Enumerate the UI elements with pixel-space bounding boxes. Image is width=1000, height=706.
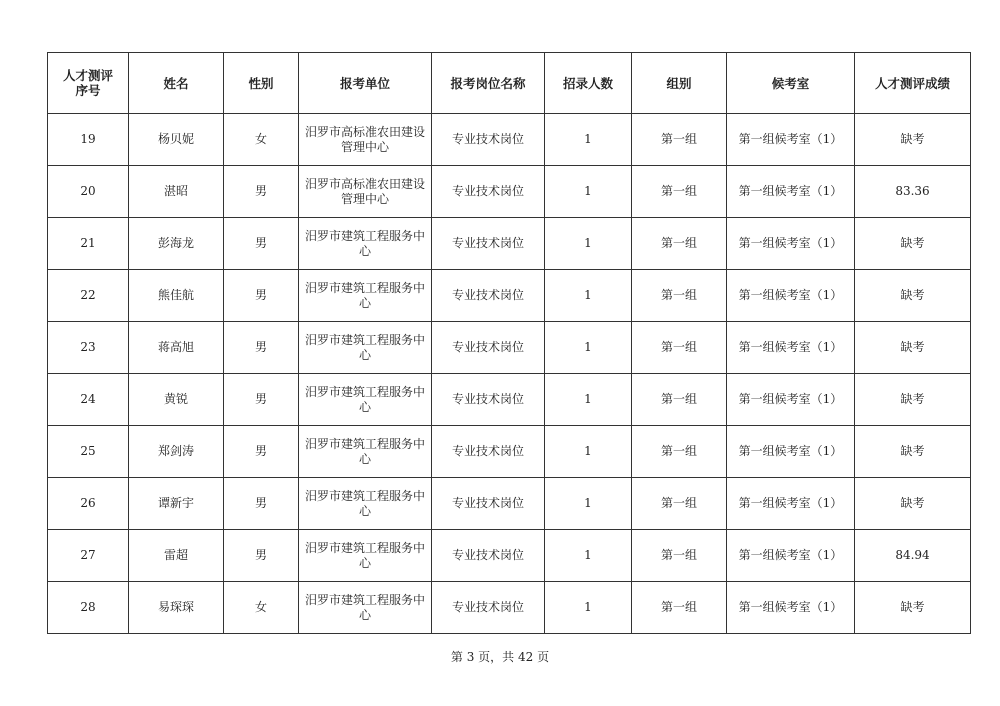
cell-unit: 汨罗市高标准农田建设管理中心 — [299, 166, 432, 218]
cell-unit: 汨罗市建筑工程服务中心 — [299, 530, 432, 582]
cell-group: 第一组 — [632, 166, 727, 218]
cell-position: 专业技术岗位 — [432, 478, 545, 530]
cell-position: 专业技术岗位 — [432, 270, 545, 322]
cell-unit: 汨罗市建筑工程服务中心 — [299, 582, 432, 634]
cell-seq: 27 — [48, 530, 129, 582]
cell-count: 1 — [545, 218, 632, 270]
table-row — [48, 582, 971, 634]
cell-score: 缺考 — [855, 322, 971, 374]
cell-room: 第一组候考室（1） — [727, 478, 855, 530]
cell-count: 1 — [545, 426, 632, 478]
header-score: 人才测评成绩 — [855, 53, 971, 114]
cell-group: 第一组 — [632, 582, 727, 634]
cell-position: 专业技术岗位 — [432, 218, 545, 270]
cell-count: 1 — [545, 166, 632, 218]
cell-seq: 23 — [48, 322, 129, 374]
cell-name: 郑剑涛 — [129, 426, 224, 478]
cell-name: 谭新宇 — [129, 478, 224, 530]
cell-room: 第一组候考室（1） — [727, 374, 855, 426]
header-count: 招录人数 — [545, 53, 632, 114]
cell-unit: 汨罗市建筑工程服务中心 — [299, 322, 432, 374]
cell-group: 第一组 — [632, 478, 727, 530]
cell-group: 第一组 — [632, 426, 727, 478]
cell-name: 黄锐 — [129, 374, 224, 426]
table-row — [48, 374, 971, 426]
cell-position: 专业技术岗位 — [432, 374, 545, 426]
header-row — [48, 53, 971, 114]
header-group: 组别 — [632, 53, 727, 114]
table-body — [48, 114, 971, 634]
cell-gender: 男 — [224, 374, 299, 426]
cell-seq: 21 — [48, 218, 129, 270]
cell-group: 第一组 — [632, 530, 727, 582]
cell-group: 第一组 — [632, 114, 727, 166]
cell-position: 专业技术岗位 — [432, 114, 545, 166]
cell-room: 第一组候考室（1） — [727, 530, 855, 582]
cell-unit: 汨罗市建筑工程服务中心 — [299, 270, 432, 322]
cell-unit: 汨罗市建筑工程服务中心 — [299, 374, 432, 426]
header-position: 报考岗位名称 — [432, 53, 545, 114]
page-footer: 第 3 页，共 42 页 — [450, 650, 550, 664]
cell-count: 1 — [545, 114, 632, 166]
cell-gender: 男 — [224, 478, 299, 530]
cell-group: 第一组 — [632, 270, 727, 322]
header-seq — [48, 53, 129, 114]
cell-gender: 男 — [224, 530, 299, 582]
cell-room: 第一组候考室（1） — [727, 582, 855, 634]
cell-score: 缺考 — [855, 114, 971, 166]
cell-name: 易琛琛 — [129, 582, 224, 634]
cell-name: 蒋高旭 — [129, 322, 224, 374]
table-row — [48, 426, 971, 478]
cell-room: 第一组候考室（1） — [727, 270, 855, 322]
table-row — [48, 218, 971, 270]
cell-position: 专业技术岗位 — [432, 582, 545, 634]
cell-seq: 20 — [48, 166, 129, 218]
header-room: 候考室 — [727, 53, 855, 114]
cell-seq: 24 — [48, 374, 129, 426]
cell-count: 1 — [545, 270, 632, 322]
cell-gender: 男 — [224, 166, 299, 218]
cell-unit: 汨罗市建筑工程服务中心 — [299, 478, 432, 530]
cell-name: 熊佳航 — [129, 270, 224, 322]
cell-score: 83.36 — [855, 166, 971, 218]
cell-room: 第一组候考室（1） — [727, 166, 855, 218]
cell-count: 1 — [545, 478, 632, 530]
cell-count: 1 — [545, 582, 632, 634]
cell-gender: 女 — [224, 114, 299, 166]
cell-position: 专业技术岗位 — [432, 322, 545, 374]
cell-room: 第一组候考室（1） — [727, 322, 855, 374]
header-seq-line1: 人才测评 — [62, 68, 113, 83]
cell-name: 湛昭 — [129, 166, 224, 218]
cell-count: 1 — [545, 374, 632, 426]
cell-name: 杨贝妮 — [129, 114, 224, 166]
cell-score: 缺考 — [855, 374, 971, 426]
cell-name: 彭海龙 — [129, 218, 224, 270]
cell-unit: 汨罗市建筑工程服务中心 — [299, 426, 432, 478]
cell-position: 专业技术岗位 — [432, 426, 545, 478]
cell-count: 1 — [545, 530, 632, 582]
cell-position: 专业技术岗位 — [432, 166, 545, 218]
cell-gender: 男 — [224, 426, 299, 478]
cell-score: 缺考 — [855, 478, 971, 530]
cell-seq: 28 — [48, 582, 129, 634]
table-row — [48, 478, 971, 530]
cell-score: 缺考 — [855, 270, 971, 322]
cell-seq: 19 — [48, 114, 129, 166]
header-name: 姓名 — [129, 53, 224, 114]
cell-group: 第一组 — [632, 374, 727, 426]
cell-position: 专业技术岗位 — [432, 530, 545, 582]
cell-room: 第一组候考室（1） — [727, 426, 855, 478]
cell-unit: 汨罗市建筑工程服务中心 — [299, 218, 432, 270]
table-row — [48, 114, 971, 166]
cell-gender: 男 — [224, 218, 299, 270]
cell-score: 84.94 — [855, 530, 971, 582]
cell-seq: 22 — [48, 270, 129, 322]
score-table — [47, 52, 971, 634]
table-row — [48, 530, 971, 582]
cell-count: 1 — [545, 322, 632, 374]
cell-score: 缺考 — [855, 218, 971, 270]
cell-seq: 26 — [48, 478, 129, 530]
cell-unit: 汨罗市高标准农田建设管理中心 — [299, 114, 432, 166]
header-unit: 报考单位 — [299, 53, 432, 114]
cell-room: 第一组候考室（1） — [727, 114, 855, 166]
cell-room: 第一组候考室（1） — [727, 218, 855, 270]
table-row — [48, 166, 971, 218]
header-gender: 性别 — [224, 53, 299, 114]
cell-gender: 女 — [224, 582, 299, 634]
cell-seq: 25 — [48, 426, 129, 478]
cell-name: 雷超 — [129, 530, 224, 582]
table-row — [48, 270, 971, 322]
cell-gender: 男 — [224, 270, 299, 322]
header-seq-line2: 序号 — [75, 83, 101, 98]
cell-gender: 男 — [224, 322, 299, 374]
cell-group: 第一组 — [632, 322, 727, 374]
cell-score: 缺考 — [855, 426, 971, 478]
cell-score: 缺考 — [855, 582, 971, 634]
table-header — [48, 53, 971, 114]
cell-group: 第一组 — [632, 218, 727, 270]
table-row — [48, 322, 971, 374]
